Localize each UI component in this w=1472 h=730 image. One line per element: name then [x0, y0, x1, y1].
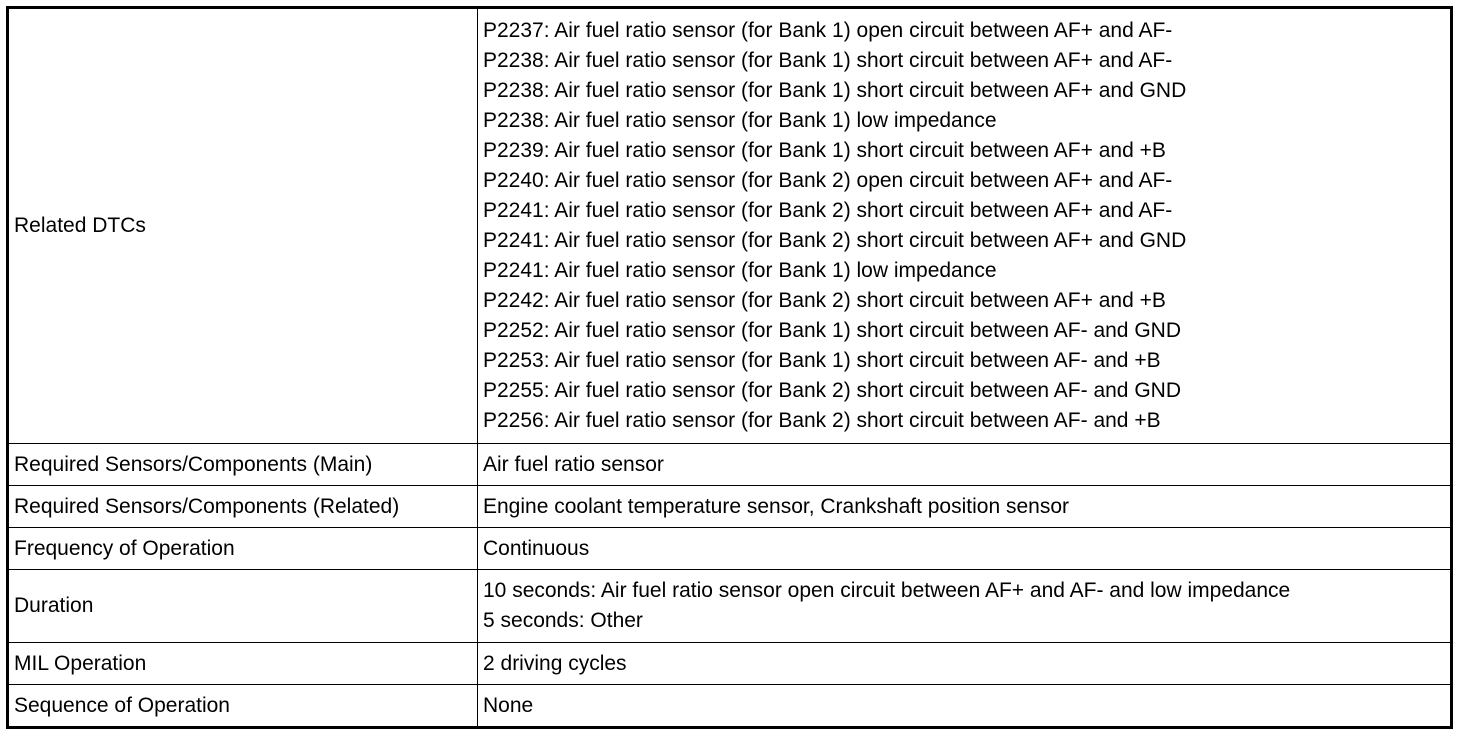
dtc-line: P2241: Air fuel ratio sensor (for Bank 2) short circuit between AF+ and GND	[483, 229, 1187, 252]
duration-row	[8, 570, 1452, 643]
dtc-line: P2253: Air fuel ratio sensor (for Bank 1) short circuit between AF- and +B	[483, 349, 1161, 372]
dtc-line: P2242: Air fuel ratio sensor (for Bank 2) short circuit between AF+ and +B	[483, 289, 1166, 312]
sequence-value: None	[478, 685, 1452, 728]
required-main-row	[8, 444, 1452, 486]
dtc-line: P2238: Air fuel ratio sensor (for Bank 1) short circuit between AF+ and AF-	[483, 49, 1173, 72]
dtc-line: P2252: Air fuel ratio sensor (for Bank 1) short circuit between AF- and GND	[483, 319, 1181, 342]
duration-line: 5 seconds: Other	[483, 609, 643, 632]
sequence-row	[8, 685, 1452, 728]
mil-operation-value: 2 driving cycles	[478, 643, 1452, 685]
dtc-spec-table	[6, 6, 1453, 729]
duration-label: Duration	[8, 570, 478, 643]
required-related-row	[8, 486, 1452, 528]
required-main-label: Required Sensors/Components (Main)	[8, 444, 478, 486]
dtc-line: P2256: Air fuel ratio sensor (for Bank 2) short circuit between AF- and +B	[483, 409, 1161, 432]
sequence-label: Sequence of Operation	[8, 685, 478, 728]
dtc-line: P2237: Air fuel ratio sensor (for Bank 1) open circuit between AF+ and AF-	[483, 19, 1173, 42]
dtc-line: P2238: Air fuel ratio sensor (for Bank 1) low impedance	[483, 109, 997, 132]
related-dtcs-list	[478, 8, 1452, 444]
dtc-line: P2238: Air fuel ratio sensor (for Bank 1) short circuit between AF+ and GND	[483, 79, 1187, 102]
dtc-line: P2241: Air fuel ratio sensor (for Bank 2) short circuit between AF+ and AF-	[483, 199, 1173, 222]
dtc-line: P2255: Air fuel ratio sensor (for Bank 2) short circuit between AF- and GND	[483, 379, 1181, 402]
dtc-line: P2241: Air fuel ratio sensor (for Bank 1) low impedance	[483, 259, 997, 282]
mil-operation-label: MIL Operation	[8, 643, 478, 685]
duration-value	[478, 570, 1452, 643]
required-main-value: Air fuel ratio sensor	[478, 444, 1452, 486]
dtc-line: P2240: Air fuel ratio sensor (for Bank 2) open circuit between AF+ and AF-	[483, 169, 1173, 192]
frequency-label: Frequency of Operation	[8, 528, 478, 570]
frequency-value: Continuous	[478, 528, 1452, 570]
required-related-label: Required Sensors/Components (Related)	[8, 486, 478, 528]
related-dtcs-row	[8, 8, 1452, 444]
mil-operation-row	[8, 643, 1452, 685]
frequency-row	[8, 528, 1452, 570]
required-related-value: Engine coolant temperature sensor, Crankshaft position sensor	[478, 486, 1452, 528]
dtc-line: P2239: Air fuel ratio sensor (for Bank 1) short circuit between AF+ and +B	[483, 139, 1166, 162]
related-dtcs-label: Related DTCs	[8, 8, 478, 444]
duration-line: 10 seconds: Air fuel ratio sensor open circuit between AF+ and AF- and low impedance	[483, 579, 1291, 602]
